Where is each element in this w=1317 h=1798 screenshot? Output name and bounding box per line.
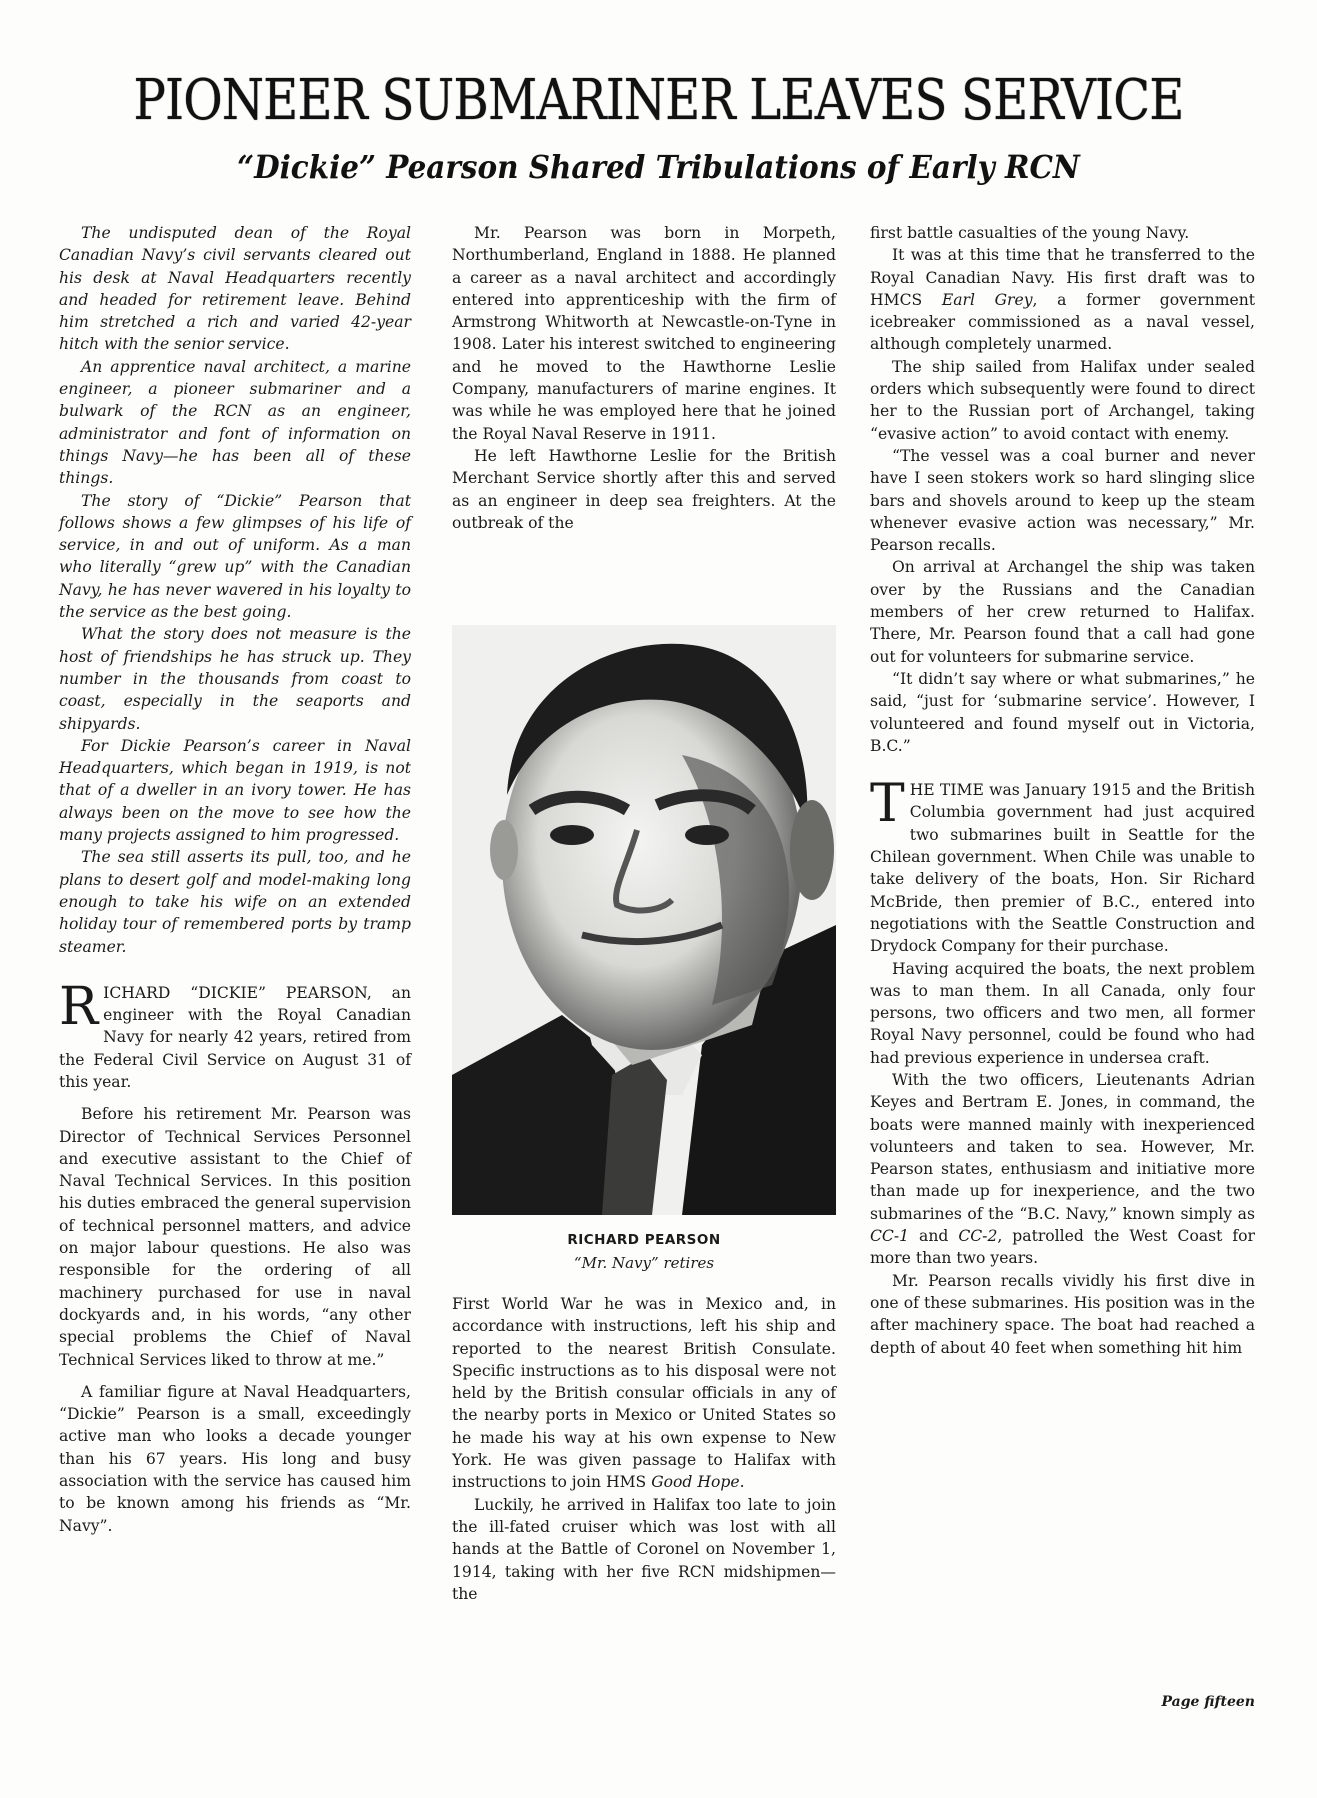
ship-name: Good Hope xyxy=(651,1473,740,1492)
column-1 xyxy=(59,222,411,1537)
body-paragraph: He left Hawthorne Leslie for the British Merchant Service shortly after this and served as an engineer in deep sea freighters. At the outbreak of the xyxy=(452,446,836,532)
photo-caption-name: RICHARD PEARSON xyxy=(567,1232,721,1248)
drop-cap: R xyxy=(59,976,99,1037)
column-2-bottom xyxy=(452,1293,836,1605)
lead-paragraph xyxy=(59,976,411,1093)
page-number: Page fifteen xyxy=(1161,1694,1255,1710)
text-run: and xyxy=(909,1227,959,1246)
drop-cap: T xyxy=(870,774,905,835)
body-paragraph xyxy=(870,244,1255,355)
headline: PIONEER SUBMARINER LEAVES SERVICE xyxy=(133,68,1184,133)
subheadline: “Dickie” Pearson Shared Tribulations of Early RCN xyxy=(237,148,1080,186)
column-3 xyxy=(870,222,1255,1359)
body-paragraph: Mr. Pearson was born in Morpeth, Northumberland, England in 1888. He planned a career as a naval architect and accordingly entered into apprenticeship with the firm of Armstrong Whitworth at Newcastle-on-Tyne in 1908. Later his interest switched to engineering and he moved to the Hawthorne Leslie Company, manufacturers of marine engines. It was while he was employed here that he joined the Royal Naval Reserve in 1911. xyxy=(452,224,836,443)
body-paragraph: Mr. Pearson recalls vividly his first dive in one of these submarines. His position was in the after machinery space. The boat had reached a depth of about 40 feet when something hit him xyxy=(870,1271,1255,1357)
submarine-name: CC-2 xyxy=(958,1227,998,1246)
body-paragraph xyxy=(870,1069,1255,1270)
body-paragraph: “It didn’t say where or what submarines,” he said, “just for ‘submarine service’. However, I volunteered and found myself out in Victoria, B.C.” xyxy=(870,669,1255,755)
column-2-top xyxy=(452,222,836,534)
ship-name: Earl Grey xyxy=(941,290,1033,309)
section-lead-paragraph xyxy=(870,774,1255,957)
intro-paragraph: The sea still asserts its pull, too, and he plans to desert golf and model-making long enough to take his wife on an extended holiday tour of remembered ports by tramp steamer. xyxy=(59,848,411,956)
submarine-name: CC-1 xyxy=(870,1227,910,1246)
intro-paragraph: An apprentice naval architect, a marine engineer, a pioneer submariner and a bulwark of the RCN as an engineer, administrator and font of information on things Navy—he has been all of these things. xyxy=(59,357,411,488)
body-paragraph xyxy=(452,1293,836,1494)
intro-paragraph: The story of “Dickie” Pearson that follows shows a few glimpses of his life of service, in and out of uniform. As a man who literally “grew up” with the Canadian Navy, he has never wavered in his loyalty to the service as the best going. xyxy=(59,491,411,622)
lead-text: ICHARD “DICKIE” PEARSON, an engineer with the Royal Canadian Navy for nearly 42 years, retired from the Federal Civil Service on August 31 of this year. xyxy=(59,983,411,1091)
text-run: , a former government icebreaker commissioned as a naval vessel, although completely unarmed. xyxy=(870,290,1256,354)
intro-paragraph: What the story does not measure is the host of friendships he has struck up. They number in the thousands from coast to coast, especially in the seaports and shipyards. xyxy=(59,625,411,733)
body-paragraph: Before his retirement Mr. Pearson was Director of Technical Services Personnel and executive assistant to the Chief of Naval Technical Services. In this position his duties embraced the general supervision of technical personnel matters, and advice on major labour questions. He also was responsible for the ordering of all machinery purchased for use in naval dockyards and, in his words, “any other special problems the Chief of Naval Technical Services liked to throw at me.” xyxy=(59,1105,411,1369)
photo-caption-subtitle: “Mr. Navy” retires xyxy=(573,1254,715,1272)
body-paragraph: Luckily, he arrived in Halifax too late to join the ill-fated cruiser which was lost with all hands at the Battle of Coronel on November 1, 1914, taking with her five RCN midshipmen—the xyxy=(452,1495,836,1603)
text-run: With the two officers, Lieutenants Adrian Keyes and Bertram E. Jones, in command, the boats were manned mainly with inexperienced volunteers and taken to sea. However, Mr. Pearson states, enthusiasm and initiative more than made up for inexperience, and the two submarines of the “B.C. Navy,” known simply as xyxy=(870,1070,1255,1223)
text-run: First World War he was in Mexico and, in accordance with instructions, left his ship and reported to the nearest British Consulate. Specific instructions as to his disposal were not held by the British consular officials in any of the nearby ports in Mexico or United States so he made his way at his own expense to New York. He was given passage to Halifax with instructions to join HMS xyxy=(452,1295,836,1492)
body-paragraph: The ship sailed from Halifax under sealed orders which subsequently were found to direct her to the Russian port of Archangel, taking “evasive action” to avoid contact with enemy. xyxy=(870,357,1255,443)
text-run: . xyxy=(739,1473,745,1492)
body-paragraph: “The vessel was a coal burner and never have I seen stokers work so hard slinging slice bars and shovels around to keep up the steam whenever evasive action was necessary,” Mr. Pearson recalls. xyxy=(870,446,1255,555)
body-paragraph: first battle casualties of the young Navy. xyxy=(870,224,1190,242)
text-run: , patrolled the West Coast for more than two years. xyxy=(870,1227,1255,1268)
body-paragraph: On arrival at Archangel the ship was taken over by the Russians and the Canadian members of her crew returned to Halifax. There, Mr. Pearson found that a call had gone out for volunteers for submarine service. xyxy=(870,558,1255,666)
lead-text: HE TIME was January 1915 and the British Columbia government had just acquired two submarines built in Seattle for the Chilean government. When Chile was unable to take delivery of the boats, Hon. Sir Richard McBride, then premier of B.C., entered into negotiations with the Seattle Construction and Drydock Company for their purchase. xyxy=(870,781,1255,956)
intro-standfirst xyxy=(59,222,411,958)
portrait-image xyxy=(452,625,836,1215)
intro-paragraph: For Dickie Pearson’s career in Naval Headquarters, which began in 1919, is not that of a dweller in an ivory tower. He has always been on the move to see how the many projects assigned to him progressed. xyxy=(59,736,411,845)
portrait-photo xyxy=(452,625,836,1215)
body-paragraph: Having acquired the boats, the next problem was to man them. In all Canada, only four persons, two officers and two men, all former Royal Navy personnel, could be found who had had previous experience in undersea craft. xyxy=(870,959,1255,1067)
body-paragraph: A familiar figure at Naval Headquarters, “Dickie” Pearson is a small, exceedingly active man who looks a decade younger than his 67 years. His long and busy association with the service has caused him to be known among his friends as “Mr. Navy”. xyxy=(59,1382,411,1535)
text-run: It was at this time that he transferred to the Royal Canadian Navy. His first draft was to HMCS xyxy=(870,246,1255,309)
intro-paragraph: The undisputed dean of the Royal Canadian Navy’s civil servants cleared out his desk at Naval Headquarters recently and headed for retirement leave. Behind him stretched a rich and varied 42-year hitch with the senior service. xyxy=(59,224,411,354)
